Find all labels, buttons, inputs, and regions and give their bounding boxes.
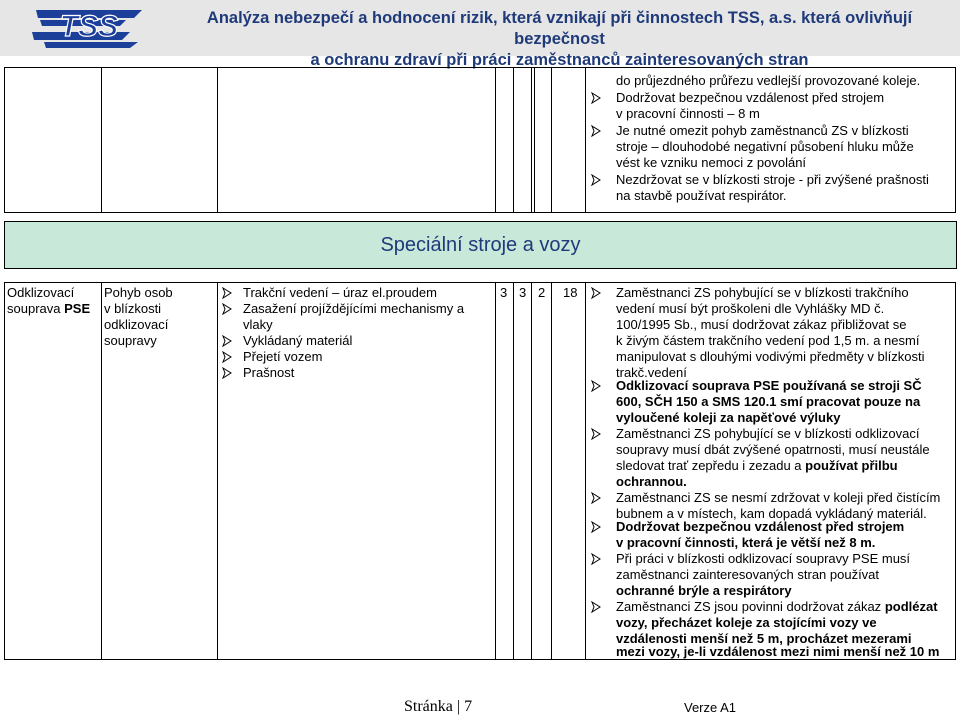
arrow-bullet-icon — [222, 287, 232, 299]
measure-1-line-5: manipulovat s dlouhými vodivými předměty v blízkosti — [616, 349, 925, 364]
measure-6-line-1: Při práci v blízkosti odklizovací soupravy PSE musí — [616, 551, 911, 566]
title-line-1: Analýza nebezpečí a hodnocení rizik, která vznikají při činnostech TSS, a.s. která ovlivňují bezpečnost — [206, 9, 913, 48]
arrow-bullet-icon — [591, 601, 601, 613]
measure-7-line-1: Zaměstnanci ZS jsou povinni dodržovat zákaz podlézat — [616, 599, 938, 614]
arrow-bullet-icon — [591, 287, 601, 299]
measure-7-line-3: vzdálenosti menší než 5 m, procházet mezerami — [616, 631, 912, 646]
measure-3-line-4: ochrannou. — [616, 474, 687, 489]
measure-5-line-1: Dodržovat bezpečnou vzdálenost před strojem — [616, 519, 905, 534]
hazard-2: Zasažení projíždějícími mechanismy a — [243, 301, 465, 316]
measure-7-line-4: mezi vozy, je-li vzdálenost mezi nimi menší než 10 m — [616, 644, 940, 659]
measure-3-line-1: Zaměstnanci ZS pohybující se v blízkosti odklizovací — [616, 426, 920, 441]
machine-name-line-2: souprava PSE — [7, 301, 91, 316]
title-line-2: a ochranu zdraví při práci zaměstnanců zainteresovaných stran — [310, 51, 809, 69]
version-label: Verze A1 — [684, 700, 737, 715]
arrow-bullet-icon — [591, 174, 601, 186]
activity-line-3: odklizovací — [104, 317, 169, 332]
top-line-7: Nezdržovat se v blízkosti stroje - při zvýšené prašnosti — [616, 172, 929, 187]
score-severity: 3 — [519, 285, 527, 300]
measure-7-line-2: vozy, přecházet koleje za stojícími vozy ve — [616, 615, 877, 630]
top-line-4: Je nutné omezit pohyb zaměstnanců ZS v blízkosti — [616, 123, 909, 138]
section-banner — [4, 221, 957, 269]
document-title — [162, 8, 957, 71]
measure-6-line-3: ochranné brýle a respirátory — [616, 583, 792, 598]
score-exposure: 2 — [538, 285, 546, 300]
arrow-bullet-icon — [591, 553, 601, 565]
arrow-bullet-icon — [591, 492, 601, 504]
arrow-bullet-icon — [591, 428, 601, 440]
arrow-bullet-icon — [591, 92, 601, 104]
top-line-8: na stavbě používat respirátor. — [616, 188, 787, 203]
activity-line-1: Pohyb osob — [104, 285, 173, 300]
hazard-1: Trakční vedení – úraz el.proudem — [243, 285, 437, 300]
top-line-6: vést ke vzniku nemoci z povolání — [616, 155, 807, 170]
measure-1-line-2: vedení musí být proškoleni dle Vyhlášky MD č. — [616, 301, 885, 316]
arrow-bullet-icon — [591, 125, 601, 137]
section-title: Speciální stroje a vozy — [380, 234, 581, 256]
activity-line-4: soupravy — [104, 333, 157, 348]
measure-3-line-3: sledovat trať zepředu i zezadu a používat přilbu — [616, 458, 898, 473]
measure-5-line-2: v pracovní činnosti, která je větší než 8 m. — [616, 535, 876, 550]
score-risk: 18 — [563, 285, 578, 300]
arrow-bullet-icon — [222, 367, 232, 379]
measure-6-line-2: zaměstnanci zainteresovaných stran používat — [616, 567, 880, 582]
measure-1-line-3: 100/1995 Sb., musí dodržovat zákaz přibližovat se — [616, 317, 907, 332]
arrow-bullet-icon — [591, 521, 601, 533]
measure-1-line-6: trakč.vedení — [616, 365, 687, 380]
measure-1-line-1: Zaměstnanci ZS pohybující se v blízkosti trakčního — [616, 285, 909, 300]
hazard-4: Přejetí vozem — [243, 349, 323, 364]
hazard-2-cont: vlaky — [243, 317, 273, 332]
measure-4-line-1: Zaměstnanci ZS se nesmí zdržovat v koleji před čistícím — [616, 490, 941, 505]
top-line-5: stroje – dlouhodobé negativní působení hluku může — [616, 139, 914, 154]
arrow-bullet-icon — [222, 335, 232, 347]
arrow-bullet-icon — [222, 351, 232, 363]
document-header — [0, 0, 960, 69]
arrow-bullet-icon — [222, 303, 232, 315]
arrow-bullet-icon — [591, 380, 601, 392]
top-line-3: v pracovní činnosti – 8 m — [616, 106, 760, 121]
hazard-3: Vykládaný materiál — [243, 333, 353, 348]
score-probability: 3 — [500, 285, 508, 300]
measure-4-line-2: bubnem a v místech, kam dopadá vykládaný materiál. — [616, 506, 927, 521]
top-line-1: do průjezdného průřezu vedlejší provozované koleje. — [616, 73, 921, 88]
svg-text:TSS: TSS — [59, 10, 119, 43]
measure-2-line-1: Odklizovací souprava PSE používaná se stroji SČ — [616, 378, 922, 393]
hazard-5: Prašnost — [243, 365, 295, 380]
measure-3-line-2: soupravy musí dbát zvýšené opatrnosti, musí neustále — [616, 442, 930, 457]
page-number: Stránka | 7 — [404, 698, 473, 715]
measure-2-line-2: 600, SČH 150 a SMS 120.1 smí pracovat pouze na — [616, 394, 921, 409]
machine-name-line-1: Odklizovací — [7, 285, 75, 300]
measure-2-line-3: vyloučené koleji za napěťové výluky — [616, 410, 841, 425]
measure-1-line-4: k živým částem trakčního vedení pod 1,5 m. a nesmí — [616, 333, 920, 348]
activity-line-2: v blízkosti — [104, 301, 162, 316]
top-line-2: Dodržovat bezpečnou vzdálenost před strojem — [616, 90, 885, 105]
tss-logo — [30, 6, 148, 50]
